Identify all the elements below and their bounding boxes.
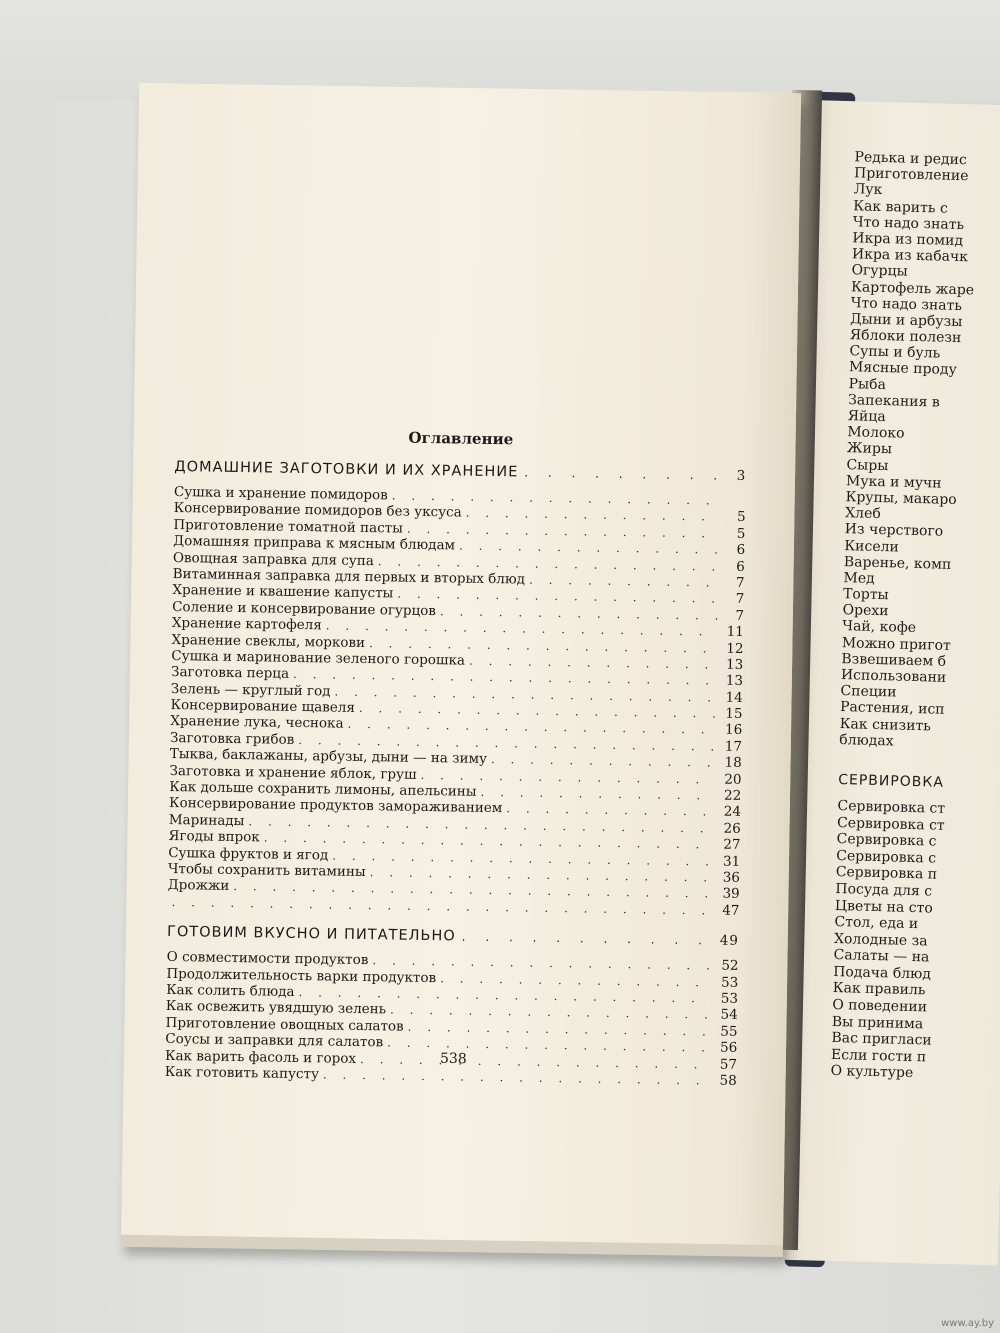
entry-title: О совместимости продуктов: [166, 949, 369, 969]
entry-page: 7: [735, 574, 745, 591]
toc-title: Оглавление: [408, 428, 514, 449]
entry-title: Маринады: [168, 811, 245, 829]
right-toc-entry: Сервировка ст: [837, 797, 946, 817]
right-toc-entry: Как снизить: [839, 715, 932, 734]
entry-page: 31: [722, 853, 741, 870]
right-toc-entry: Мука и мучн: [845, 472, 942, 492]
entry-title: Хранение и квашение капусты: [172, 582, 394, 602]
right-toc-entry: Сервировка п: [835, 864, 938, 883]
right-toc-entry: Яйца: [847, 408, 886, 426]
entry-title: Заготовка и хранение яблок, груш: [169, 762, 417, 783]
toc-section-heading: [174, 459, 746, 488]
right-toc-entry: О культуре: [830, 1063, 914, 1082]
right-toc-entry: Что надо знать: [850, 294, 963, 314]
section-title: ДОМАШНИЕ ЗАГОТОВКИ И ИХ ХРАНЕНИЕ: [174, 458, 519, 481]
entry-page: 7: [735, 607, 745, 624]
entry-title: Тыква, баклажаны, арбузы, дыни — на зиму: [169, 746, 488, 768]
entry-page: 52: [721, 957, 739, 975]
entry-title: Консервирование помидоров без уксуса: [173, 500, 462, 521]
right-toc-entry: О поведении: [832, 997, 928, 1016]
right-toc-entry: Чай, кофе: [842, 618, 917, 637]
right-section-heading: СЕРВИРОВКА: [838, 771, 945, 791]
right-toc-entry: Приготовление: [853, 165, 969, 185]
dot-leader: [506, 802, 715, 819]
right-toc-entry: Сервировка ст: [836, 814, 945, 834]
right-toc-entry: Взвешиваем б: [841, 650, 947, 670]
right-toc-entry: Жиры: [846, 440, 893, 458]
entry-page: 17: [724, 738, 743, 755]
entry-title: Консервирование продуктов замораживанием: [168, 795, 503, 817]
right-toc-entry: Кисели: [844, 537, 900, 556]
entry-title: Дрожжи: [167, 877, 230, 895]
right-toc-entry: Если гости п: [830, 1046, 927, 1066]
entry-page: 24: [723, 804, 742, 821]
right-toc-entry: Яблоки полезн: [849, 327, 962, 347]
entry-title: Витаминная заправка для первых и вторых блюд: [172, 565, 526, 588]
entry-title: Сушка фруктов и ягод: [168, 844, 329, 864]
page-number: 538: [439, 1050, 467, 1068]
entry-title: Заготовка грибов: [169, 729, 295, 748]
entry-title: Ягоды впрок: [168, 828, 260, 846]
entry-title: Хранение картофеля: [171, 615, 322, 634]
right-toc-entry: Мед: [843, 569, 875, 587]
entry-page: 11: [726, 623, 744, 641]
entry-page: 58: [719, 1072, 737, 1089]
entry-page: 56: [719, 1039, 738, 1057]
entry-title: Продолжительность варки продуктов: [166, 965, 437, 986]
section-page: 3: [736, 467, 747, 484]
entry-title: Приготовление томатной пасты: [173, 516, 404, 537]
right-toc-entry: Дыни и арбузы: [850, 311, 963, 330]
entry-title: Сушка и маринование зеленого горошка: [171, 647, 466, 669]
entry-page: 27: [723, 836, 741, 854]
table-of-contents: [165, 425, 747, 1089]
entry-page: 16: [724, 722, 743, 739]
entry-page: 12: [726, 640, 744, 657]
entry-page: 22: [723, 787, 742, 804]
entry-page: 55: [720, 1023, 738, 1040]
entry-page: 6: [736, 542, 746, 559]
entry-title: Как варить фасоль и горох: [164, 1047, 357, 1067]
right-toc-entry: Редька и редис: [854, 149, 968, 169]
right-toc-entry: Сервировка с: [836, 831, 937, 850]
right-toc-entry: Рыба: [848, 375, 887, 393]
right-toc-entry: Что надо знать: [852, 213, 965, 233]
dot-leader: [462, 930, 711, 948]
right-toc-entry: Икра из помид: [852, 230, 964, 250]
right-toc-entry: Мясные проду: [848, 359, 957, 379]
right-toc-entry: Молоко: [847, 424, 905, 442]
entry-title: Приготовление овощных салатов: [165, 1014, 404, 1035]
right-toc-entry: Крупы, макаро: [845, 489, 957, 508]
entry-page: 13: [725, 672, 744, 690]
entry-title: Заготовка перца: [170, 664, 290, 683]
section-title: ГОТОВИМ ВКУСНО И ПИТАТЕЛЬНО: [166, 924, 456, 945]
entry-title: Соусы и заправки для салатов: [165, 1031, 384, 1051]
entry-page: 53: [720, 990, 739, 1007]
right-toc-entry: Холодные за: [833, 930, 928, 950]
dot-leader: [529, 573, 719, 590]
entry-title: Чтобы сохранить витамины: [167, 860, 366, 881]
right-toc-entry: Вы принима: [831, 1013, 924, 1032]
right-toc-entry: Специи: [840, 683, 897, 701]
entry-title: Хранение свеклы, моркови: [171, 631, 366, 651]
right-toc-entry: Подача блюд: [832, 963, 932, 983]
right-toc-entry: Запекания в: [847, 391, 940, 411]
entry-title: Овощная заправка для супа: [172, 549, 374, 569]
entry-page: 26: [723, 820, 741, 837]
entry-page: 39: [722, 886, 740, 903]
right-toc-entry: Лук: [853, 181, 883, 199]
entry-title: Как солить блюда: [166, 981, 295, 1000]
right-toc-entry: Как правиль: [832, 980, 926, 999]
right-toc-entry: Можно пригот: [841, 634, 951, 654]
toc-section-heading: [167, 924, 739, 953]
right-toc-entry: Супы и буль: [849, 343, 941, 362]
right-toc-entry: Из черствого: [844, 521, 944, 540]
entry-title: Консервирование щавеля: [170, 697, 356, 716]
entry-title: Хранение лука, чеснока: [170, 713, 344, 733]
right-toc-entry: блюдах: [839, 731, 894, 750]
right-toc-entry: Салаты — на: [833, 947, 930, 966]
right-toc-entry: Торты: [842, 586, 889, 604]
right-toc-entry: Орехи: [842, 602, 889, 620]
right-toc-entry: Картофель жаре: [850, 278, 975, 298]
entry-page: 53: [721, 974, 739, 991]
entry-title: Как дольше сохранить лимоны, апельсины: [169, 778, 477, 800]
entry-page: 18: [724, 754, 742, 772]
entry-page: 7: [735, 591, 745, 608]
entry-title: Домашняя приправа к мясным блюдам: [173, 533, 456, 554]
right-toc-entry: Хлеб: [844, 505, 881, 523]
entry-title: Как готовить капусту: [164, 1063, 320, 1083]
right-toc-entry: Стол, еда и: [834, 914, 919, 933]
right-toc-entry: Сервировка с: [836, 847, 937, 867]
right-toc-entry: Икра из кабачк: [851, 246, 969, 266]
entry-page: 14: [725, 689, 743, 706]
right-toc-group: [830, 798, 1000, 1085]
right-toc-entry: Как варить с: [853, 197, 948, 217]
right-toc-entry: Вас пригласи: [831, 1030, 932, 1049]
right-toc-entry: Сыры: [846, 456, 889, 474]
entry-title: Сушка и хранение помидоров: [173, 483, 388, 504]
entry-title: Как освежить увядшую зелень: [165, 998, 387, 1018]
dot-leader: [491, 752, 716, 770]
entry-page: 6: [736, 558, 745, 575]
entry-page: 5: [736, 525, 746, 542]
entry-page: 54: [720, 1006, 738, 1024]
right-toc-entry: Использовани: [840, 667, 947, 686]
entry-page: 36: [722, 869, 741, 886]
watermark: www.ay.by: [941, 1318, 994, 1329]
entry-page: 15: [725, 705, 743, 723]
entry-page: 20: [724, 771, 742, 788]
right-page-toc: [830, 149, 1000, 1085]
right-toc-entry: Огурцы: [851, 262, 908, 280]
right-toc-entry: Цветы на сто: [834, 897, 933, 917]
right-toc-entry: Растения, исп: [839, 699, 945, 719]
section-page: 49: [719, 932, 740, 950]
dot-leader: [524, 465, 718, 482]
right-toc-entry: Посуда для с: [835, 880, 933, 900]
entry-title: Зелень — круглый год: [170, 680, 331, 700]
entry-page: 13: [725, 656, 744, 673]
entry-page: 5: [736, 509, 746, 526]
right-toc-entry: Варенье, комп: [843, 553, 952, 573]
entry-page: 47: [722, 902, 740, 919]
entry-title: Соление и консервирование огурцов: [172, 598, 437, 619]
entry-page: 57: [719, 1056, 738, 1073]
